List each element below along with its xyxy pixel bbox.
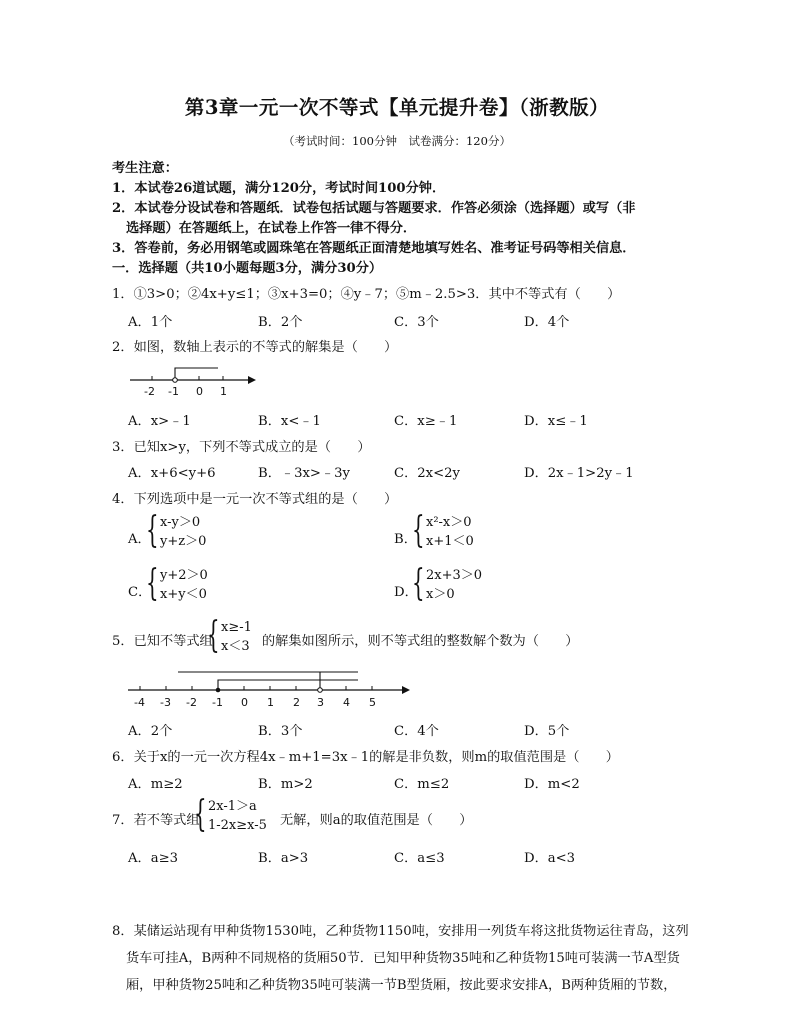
q5-tick-label: 4 — [343, 696, 350, 709]
q5-tick-label: -3 — [160, 696, 171, 709]
q2-tick-label: -2 — [144, 385, 155, 398]
q4-b-row-1: x²-x＞0 — [426, 515, 472, 530]
brace-icon: { — [194, 794, 207, 835]
section-heading: 一．选择题（共10小题每题3分，满分30分） — [112, 261, 383, 276]
q5-system — [207, 615, 252, 656]
brace-icon: { — [412, 510, 425, 551]
notice-item-2-cont: 选择题）在答题纸上，在试卷上作答一律不得分． — [126, 221, 417, 236]
q2-stem: 2．如图，数轴上表示的不等式的解集是（ ） — [112, 340, 398, 355]
q5-stem-prefix: 5．已知不等式组 — [112, 634, 213, 649]
q4-option-a-label: A． — [128, 532, 151, 547]
q2-option-b: B．x<﹣1 — [258, 414, 321, 429]
q4-option-b-label: B． — [394, 532, 417, 547]
brace-icon: { — [412, 563, 425, 604]
exam-info: （考试时间：100分钟 试卷满分：120分） — [283, 134, 511, 148]
q4-option-c-label: C． — [128, 585, 152, 600]
q6-option-a: A．m≥2 — [128, 777, 183, 792]
q3-option-a: A．x+6<y+6 — [128, 466, 216, 481]
q5-option-d: D．5个 — [524, 724, 570, 739]
q8-line-1: 8．某储运站现有甲种货物1530吨，乙种货物1150吨，安排用一列货车将这批货物运往青岛，这列 — [112, 924, 689, 939]
q5-row-1: x≥-1 — [221, 620, 252, 635]
q4-c-row-1: y+2＞0 — [160, 568, 208, 583]
q4-d-row-2: x＞0 — [426, 587, 455, 602]
q3-stem: 3．已知x>y，下列不等式成立的是（ ） — [112, 440, 371, 455]
q7-row-2: 1-2x≥x-5 — [208, 818, 267, 833]
q5-option-a: A．2个 — [128, 724, 173, 739]
q6-option-d: D．m<2 — [524, 777, 580, 792]
q4-c-row-2: x+y＜0 — [160, 587, 207, 602]
q1-option-d: D．4个 — [524, 315, 570, 330]
notice-heading: 考生注意： — [112, 161, 178, 176]
q5-number-line — [122, 668, 422, 712]
q4-b-row-2: x+1＜0 — [426, 534, 474, 549]
q4-option-d-system — [412, 563, 483, 604]
notice-item-2: 2．本试卷分设试卷和答题纸．试卷包括试题与答题要求．作答必须涂（选择题）或写（非 — [112, 201, 636, 216]
q7-option-a: A．a≥3 — [128, 851, 179, 866]
q7-option-d: D．a<3 — [524, 851, 576, 866]
q5-row-2: x＜3 — [221, 639, 250, 654]
brace-icon: { — [146, 510, 159, 551]
q6-stem: 6．关于x的一元一次方程4x﹣m+1=3x﹣1的解是非负数，则m的取值范围是（ ） — [112, 750, 619, 765]
brace-icon: { — [146, 563, 159, 604]
q5-tick-label: 1 — [267, 696, 274, 709]
q4-option-c-system — [146, 563, 208, 604]
q1-stem: 1．①3>0；②4x+y≤1；③x+3=0；④y﹣7；⑤m﹣2.5>3．其中不等式有（ ） — [112, 287, 621, 302]
q5-tick-label: 5 — [369, 696, 376, 709]
q5-tick-label: -2 — [186, 696, 197, 709]
q5-option-b: B．3个 — [258, 724, 303, 739]
q2-tick-label: -1 — [168, 385, 179, 398]
q7-option-b: B．a>3 — [258, 851, 309, 866]
q4-stem: 4．下列选项中是一元一次不等式组的是（ ） — [112, 492, 398, 507]
q2-option-c: C．x≥﹣1 — [394, 414, 458, 429]
q7-system — [194, 794, 267, 835]
page-title: 第3章一元一次不等式【单元提升卷】（浙教版） — [184, 96, 610, 119]
q4-a-row-1: x-y＞0 — [160, 515, 201, 530]
q8-line-3: 厢，甲种货物25吨和乙种货物35吨可装满一节B型货厢，按此要求安排A，B两种货厢的节数， — [126, 978, 677, 993]
q1-option-c: C．3个 — [394, 315, 439, 330]
q5-tick-label: 0 — [241, 696, 248, 709]
q4-a-row-2: y+z＞0 — [160, 534, 207, 549]
q5-tick-label: 3 — [317, 696, 324, 709]
q5-option-c: C．4个 — [394, 724, 439, 739]
q1-option-a: A．1个 — [128, 315, 173, 330]
q5-tick-label: -1 — [212, 696, 223, 709]
brace-icon: { — [207, 615, 220, 656]
q7-stem-prefix: 7．若不等式组 — [112, 813, 200, 828]
q4-option-a-system — [146, 510, 207, 551]
q2-option-d: D．x≤﹣1 — [524, 414, 588, 429]
q3-option-c: C．2x<2y — [394, 466, 460, 481]
q1-option-b: B．2个 — [258, 315, 303, 330]
q7-stem-suffix: 无解，则a的取值范围是（ ） — [280, 813, 473, 828]
q5-tick-label: -4 — [134, 696, 145, 709]
q7-option-c: C．a≤3 — [394, 851, 445, 866]
q6-option-b: B．m>2 — [258, 777, 313, 792]
q5-stem-suffix: 的解集如图所示，则不等式组的整数解个数为（ ） — [262, 634, 579, 649]
q4-d-row-1: 2x+3＞0 — [426, 568, 483, 583]
q3-option-d: D．2x﹣1>2y﹣1 — [524, 466, 634, 481]
q2-option-a: A．x>﹣1 — [128, 414, 191, 429]
q2-tick-label: 1 — [220, 385, 227, 398]
q2-tick-label: 0 — [196, 385, 203, 398]
notice-item-1: 1．本试卷26道试题，满分120分，考试时间100分钟． — [112, 181, 446, 196]
q3-option-b: B．﹣3x>﹣3y — [258, 466, 350, 481]
q7-row-1: 2x-1＞a — [208, 799, 257, 814]
q4-option-d-label: D． — [394, 585, 418, 600]
q8-line-2: 货车可挂A，B两种不同规格的货厢50节．已知甲种货物35吨和乙种货物15吨可装满一节A型货 — [126, 951, 680, 966]
q2-number-line — [120, 360, 270, 400]
q4-option-b-system — [412, 510, 474, 551]
q6-option-c: C．m≤2 — [394, 777, 450, 792]
notice-item-3: 3．答卷前，务必用钢笔或圆珠笔在答题纸正面清楚地填写姓名、准考证号码等相关信息． — [112, 241, 636, 256]
q5-tick-label: 2 — [293, 696, 300, 709]
